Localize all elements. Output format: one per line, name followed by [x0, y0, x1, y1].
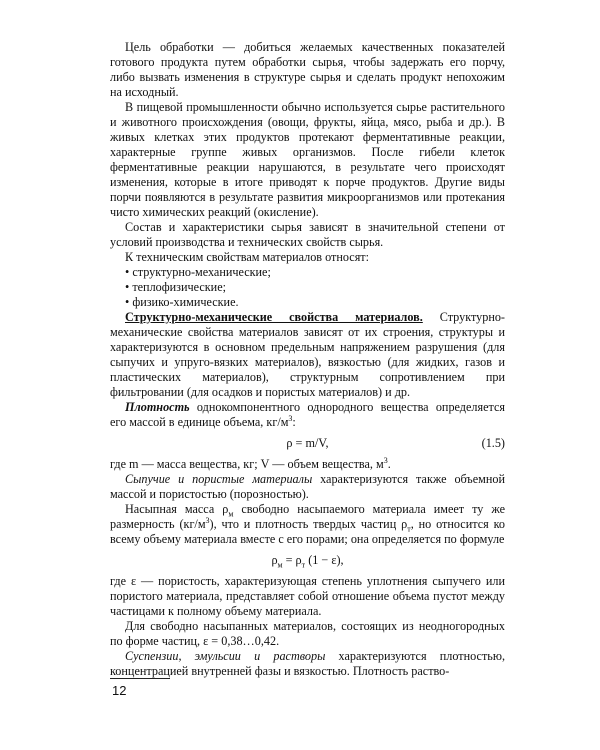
paragraph-food-industry: В пищевой промышленности обычно используется сырье растительного и животного происхождения (овощи, фрукты, яйца, мясо, рыба и др.). В живых клетках этих продуктов протекают ферментативные реакции, характерные группе живых организмов. После гибели клеток ферментативные реакции нарушаются, в результате чего происходят изменения, которые в итоге приводят к порче продуктов. Другие виды порчи появляются в результате развития микроорганизмов или протекания чисто химических реакций (окисление).: [110, 100, 505, 219]
text-punct: :: [292, 415, 296, 429]
formula-part: = ρ: [282, 553, 302, 567]
paragraph-density: [110, 400, 505, 430]
paragraph-porosity: где ε — пористость, характеризующая степень уплотнения сыпучего или пористого материала, представляет собой отношение объема пустот между частицами к полному объему материала.: [110, 574, 505, 618]
paragraph-processing-goal: Цель обработки — добиться желаемых качественных показателей готового продукта путем обработки сырья, чтобы задержать его порчу, либо вызвать изменения в структуре сырья и сделать продукт непохожим на исходный.: [110, 40, 505, 99]
text-suspensions: характеризуются плотностью, концентрацией внутренней фазы и вязкостью. Плотность раство-: [110, 649, 505, 678]
list-item: • структурно-механические;: [125, 265, 271, 279]
list-item: • физико-химические.: [125, 295, 239, 309]
paragraph-bulk-mass: [110, 502, 505, 547]
formula-part: (1 − ε),: [305, 553, 344, 567]
document-page: [110, 40, 505, 679]
text-punct: .: [387, 457, 391, 471]
paragraph-structural-mechanical: [110, 310, 505, 400]
subscript: м: [277, 560, 283, 570]
formula-density: [110, 436, 505, 451]
paragraph-free-bulk: Для свободно насыпанных материалов, состоящих из неодногородных по форме частиц, ε = 0,38…0,42.: [110, 619, 505, 648]
page-number: 12: [112, 683, 127, 698]
formula-expression: ρ = m/V,: [286, 436, 329, 450]
list-item: • теплофизические;: [125, 280, 226, 294]
superscript: 3: [383, 455, 388, 465]
paragraph-composition: Состав и характеристики сырья зависят в значительной степени от условий производства и технических свойств сырья.: [110, 220, 505, 249]
text-structural-mechanical: Структурно-механические свойства материалов зависят от их строения, структуры и характеризуются в основном предельным напряжением разрушения (для сыпучих и упруго-вязких материалов), вязкостью (для жидких, газов и пластических материалов), структурным сопротивлением при фильтровании (для осадков и пористых материалов) и др.: [110, 310, 505, 399]
superscript: 3: [288, 413, 293, 423]
text-bulk-mass-d: , но относится ко всему объему материала вместе с его порами; она определяется по формуле: [110, 517, 505, 546]
formula-number: (1.5): [481, 436, 505, 450]
paragraph-bulk-materials: [110, 472, 505, 502]
paragraph-suspensions: [110, 649, 505, 679]
text-where-m: где m — масса вещества, кг; V — объем вещества, м: [110, 457, 384, 471]
term-suspensions: Суспензии, эмульсии и растворы: [125, 649, 326, 663]
paragraph-technical-properties: К техническим свойствам материалов относят:: [125, 250, 370, 264]
text-density: однокомпонентного однородного вещества определяется его массой в единице объема, кг/м: [110, 400, 505, 429]
formula-part: ρ: [271, 553, 278, 567]
formula-expression: [271, 553, 343, 568]
subscript: т: [301, 560, 306, 570]
formula-bulk-mass: [110, 553, 505, 568]
paragraph-where-m: [110, 457, 505, 472]
text-bulk-materials: характеризуются также объемной массой и пористостью (порозностью).: [110, 472, 505, 501]
text-bulk-mass-a: Насыпная масса ρ: [125, 502, 229, 516]
subscript: м: [228, 509, 234, 519]
superscript: 3: [205, 515, 210, 525]
term-bulk-materials: Сыпучие и пористые материалы: [125, 472, 313, 486]
text-bulk-mass-c: ), что и плотность твердых частиц ρ: [209, 517, 408, 531]
heading-structural-mechanical: Структурно-механические свойства материалов.: [125, 310, 423, 324]
subscript: т: [407, 524, 411, 534]
bullet-list: [110, 265, 505, 310]
footer-rule: [110, 678, 170, 679]
term-density: Плотность: [125, 400, 190, 414]
text-bulk-mass-b: свободно насыпаемого материала имеет ту же размерность (кг/м: [110, 502, 505, 531]
